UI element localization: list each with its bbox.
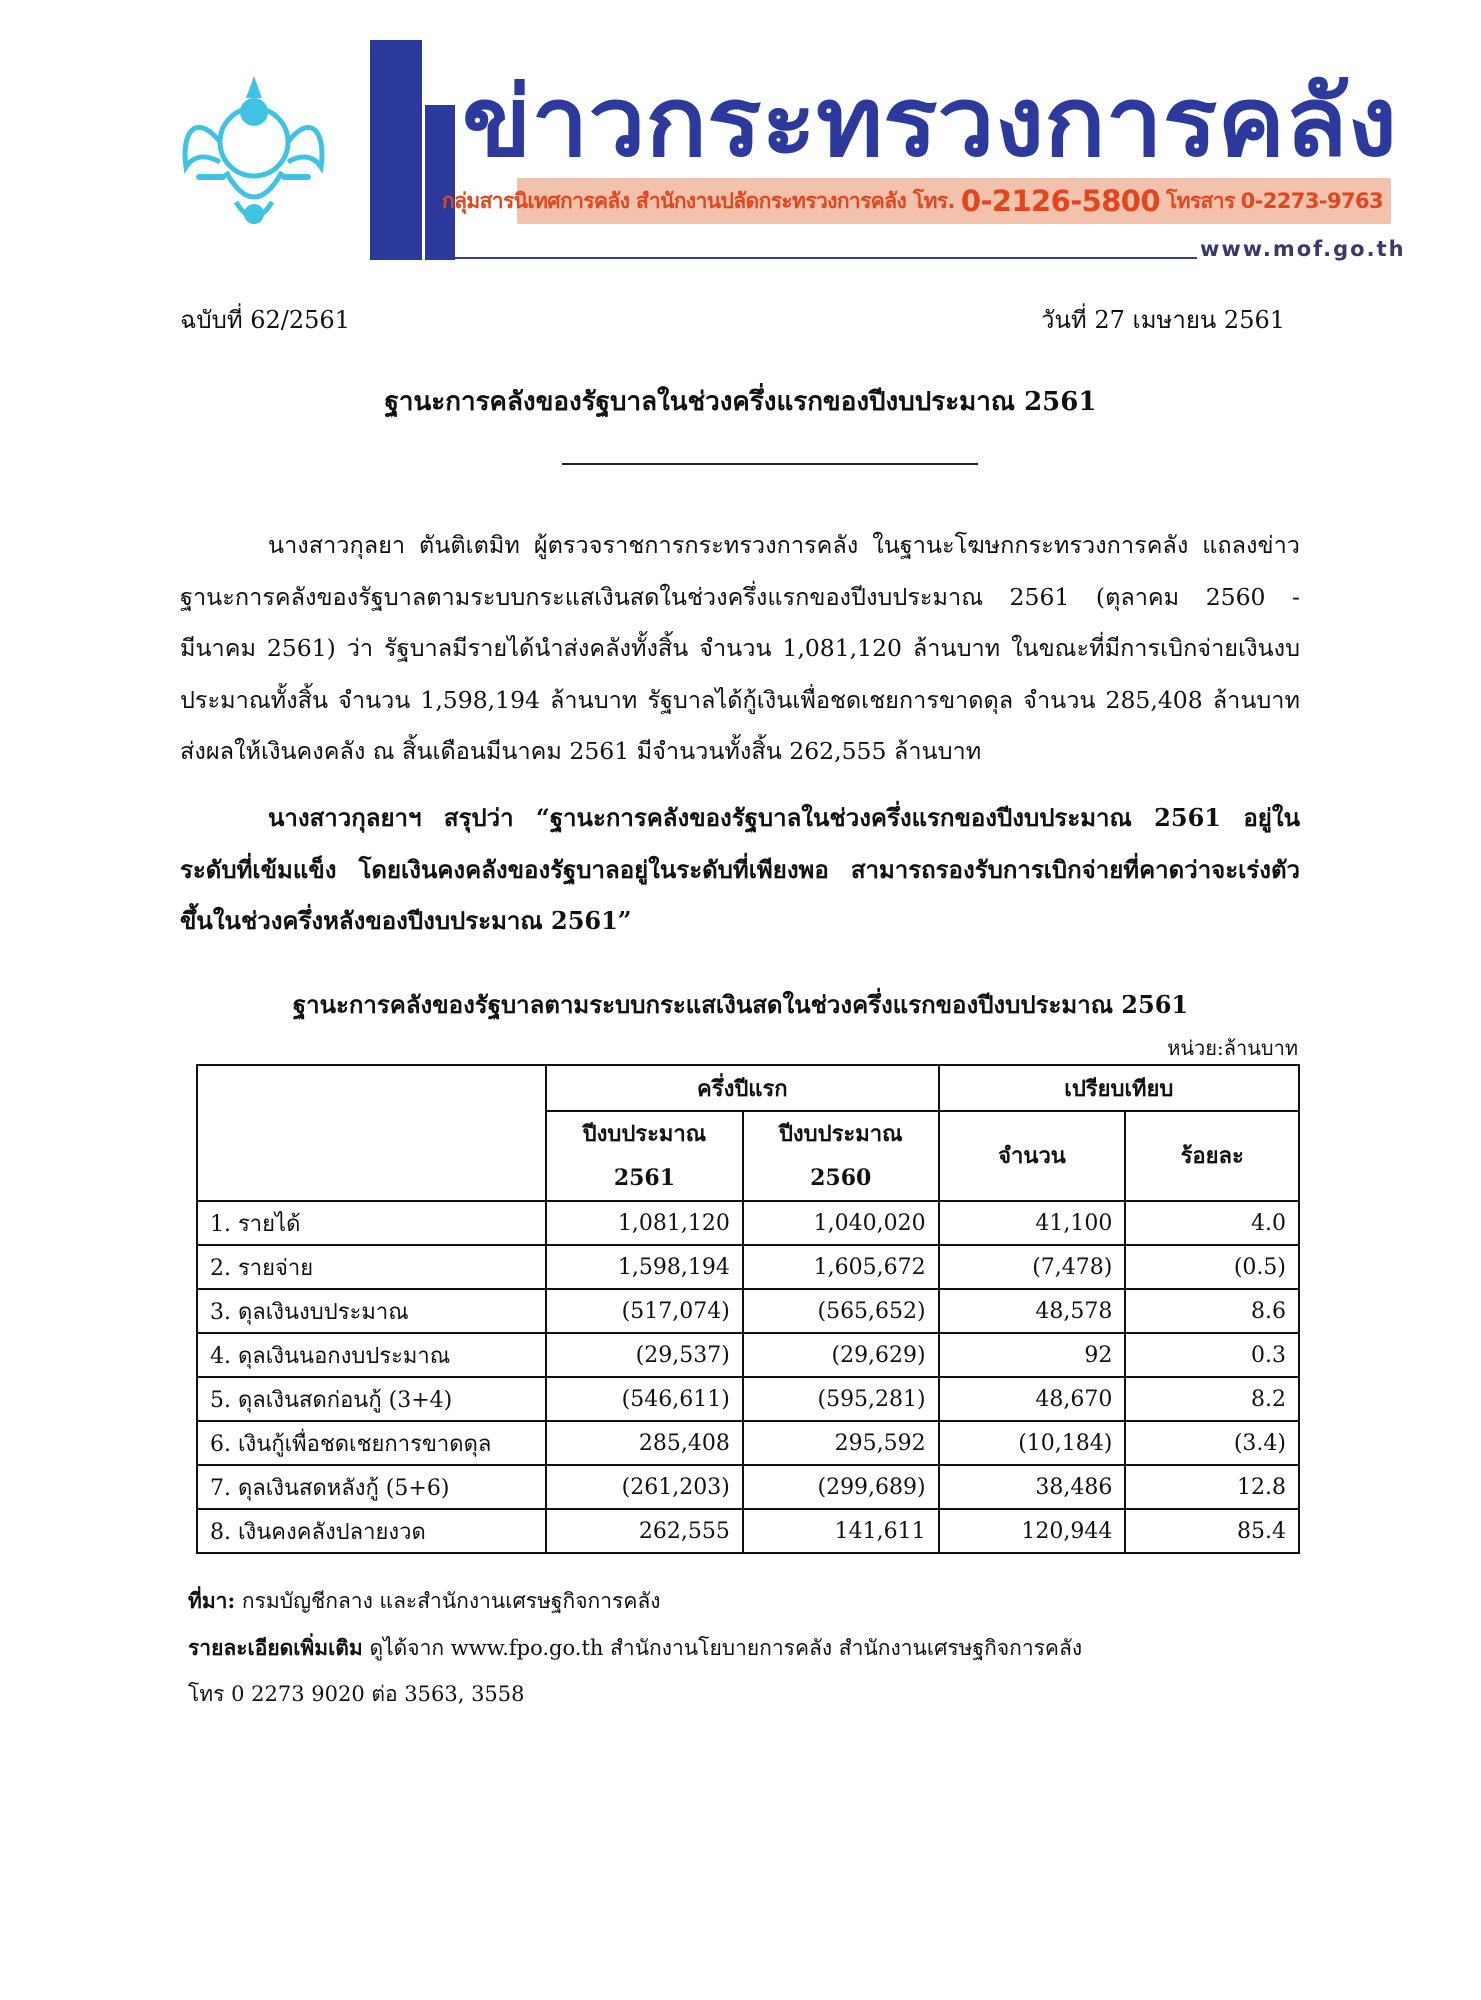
table-row (197, 1377, 1299, 1421)
header-first-half: ครึ่งปีแรก (546, 1065, 939, 1111)
row-label: 6. เงินกู้เพื่อชดเชยการขาดดุล (197, 1421, 546, 1465)
cell-fy2560: (29,629) (743, 1333, 939, 1377)
header-blank (197, 1065, 546, 1201)
header-divider (455, 257, 1197, 259)
summary-quote: นางสาวกุลยาฯ สรุปว่า “ฐานะการคลังของรัฐบาลในช่วงครึ่งแรกของปีงบประมาณ 2561 อยู่ในระดับที่เข้มแข็ง โดยเงินคงคลังของรัฐบาลอยู่ในระดับที่เพียงพอ สามารถรองรับการเบิกจ่ายที่คาดว่าจะเร่งตัวขึ้นในช่วงครึ่งหลังของปีงบประมาณ 2561” (180, 803, 1300, 935)
row-label: 8. เงินคงคลังปลายงวด (197, 1509, 546, 1553)
cell-fy2560: (595,281) (743, 1377, 939, 1421)
cell-percent: 8.6 (1125, 1289, 1299, 1333)
cell-fy2560: 1,040,020 (743, 1201, 939, 1245)
fax-label: โทรสาร (1165, 188, 1235, 213)
cell-amount: 41,100 (939, 1201, 1126, 1245)
cell-percent: 0.3 (1125, 1333, 1299, 1377)
cell-fy2561: 262,555 (546, 1509, 743, 1553)
cell-fy2561: (546,611) (546, 1377, 743, 1421)
header-fy2560-line1: ปีงบประมาณ (778, 1121, 903, 1147)
cell-fy2560: (565,652) (743, 1289, 939, 1333)
cell-fy2560: 1,605,672 (743, 1245, 939, 1289)
header-amount: จำนวน (939, 1111, 1126, 1201)
details-label: รายละเอียดเพิ่มเติม (188, 1635, 363, 1660)
source-label: ที่มา: (188, 1588, 236, 1613)
page-title: ฐานะการคลังของรัฐบาลในช่วงครึ่งแรกของปีงบประมาณ 2561 (384, 387, 1097, 417)
brand-title-text: ข่าวกระทรวงการคลัง (462, 66, 1397, 178)
row-label: 2. รายจ่าย (197, 1245, 546, 1289)
table-row (197, 1421, 1299, 1465)
cell-fy2561: (29,537) (546, 1333, 743, 1377)
cell-fy2560: 295,592 (743, 1421, 939, 1465)
header-percent: ร้อยละ (1125, 1111, 1299, 1201)
cell-fy2561: 1,081,120 (546, 1201, 743, 1245)
phone-note: โทร 0 2273 9020 ต่อ 3563, 3558 (188, 1682, 525, 1706)
table-unit: หน่วย:ล้านบาท (1167, 1036, 1298, 1060)
website-link[interactable]: www.mof.go.th (1200, 237, 1406, 261)
header-fy2560-line2: 2560 (810, 1165, 872, 1191)
table-title: ฐานะการคลังของรัฐบาลตามระบบกระแสเงินสดในช่วงครึ่งแรกของปีงบประมาณ 2561 (292, 990, 1189, 1019)
table-row (197, 1509, 1299, 1553)
cell-amount: 48,670 (939, 1377, 1126, 1421)
contact-bar (441, 178, 1391, 224)
cell-percent: (0.5) (1125, 1245, 1299, 1289)
header-fy2560 (743, 1111, 939, 1201)
fiscal-table (196, 1064, 1300, 1554)
title-underline (562, 463, 978, 465)
table-row (197, 1333, 1299, 1377)
row-label: 5. ดุลเงินสดก่อนกู้ (3+4) (197, 1377, 546, 1421)
cell-amount: 38,486 (939, 1465, 1126, 1509)
cell-fy2560: 141,611 (743, 1509, 939, 1553)
cell-fy2561: 285,408 (546, 1421, 743, 1465)
table-row (197, 1245, 1299, 1289)
brand-title (370, 40, 1400, 300)
row-label: 1. รายได้ (197, 1201, 546, 1245)
source-note (188, 1585, 660, 1618)
garuda-emblem-icon (176, 72, 331, 237)
cell-amount: (10,184) (939, 1421, 1126, 1465)
table-row (197, 1289, 1299, 1333)
cell-fy2561: (261,203) (546, 1465, 743, 1509)
cell-amount: 120,944 (939, 1509, 1126, 1553)
table-row (197, 1465, 1299, 1509)
details-note (188, 1632, 1082, 1665)
header-fy2561-line2: 2561 (613, 1165, 676, 1191)
row-label: 4. ดุลเงินนอกงบประมาณ (197, 1333, 546, 1377)
issue-number: ฉบับที่ 62/2561 (180, 306, 350, 334)
cell-fy2561: (517,074) (546, 1289, 743, 1333)
cell-fy2560: (299,689) (743, 1465, 939, 1509)
body-paragraph: นางสาวกุลยา ตันติเตมิท ผู้ตรวจราชการกระทรวงการคลัง ในฐานะโฆษกกระทรวงการคลัง แถลงข่าวฐานะการคลังของรัฐบาลตามระบบกระแสเงินสดในช่วงครึ่งแรกของปีงบประมาณ 2561 (ตุลาคม 2560 - มีนาคม 2561) ว่า รัฐบาลมีรายได้นำส่งคลังทั้งสิ้น จำนวน 1,081,120 ล้านบาท ในขณะที่มีการเบิกจ่ายเงินงบประมาณทั้งสิ้น จำนวน 1,598,194 ล้านบาท รัฐบาลได้กู้เงินเพื่อชดเชยการขาดดุล จำนวน 285,408 ล้านบาท ส่งผลให้เงินคงคลัง ณ สิ้นเดือนมีนาคม 2561 มีจำนวนทั้งสิ้น 262,555 ล้านบาท (180, 531, 1300, 765)
cell-amount: (7,478) (939, 1245, 1126, 1289)
cell-percent: 12.8 (1125, 1465, 1299, 1509)
contact-prefix: กลุ่มสารนิเทศการคลัง สำนักงานปลัดกระทรวงการคลัง โทร. (441, 188, 955, 213)
row-label: 3. ดุลเงินงบประมาณ (197, 1289, 546, 1333)
table-row (197, 1201, 1299, 1245)
source-text: กรมบัญชีกลาง และสำนักงานเศรษฐกิจการคลัง (235, 1589, 661, 1613)
phone-number: 0-2126-5800 (960, 184, 1160, 218)
details-text: ดูได้จาก www.fpo.go.th สำนักงานโยบายการคลัง สำนักงานเศรษฐกิจการคลัง (362, 1636, 1083, 1660)
fax-number: 0-2273-9763 (1240, 189, 1383, 213)
cell-percent: 4.0 (1125, 1201, 1299, 1245)
issue-date: วันที่ 27 เมษายน 2561 (1041, 306, 1285, 334)
cell-amount: 92 (939, 1333, 1126, 1377)
cell-percent: 85.4 (1125, 1509, 1299, 1553)
cell-amount: 48,578 (939, 1289, 1126, 1333)
cell-percent: (3.4) (1125, 1421, 1299, 1465)
header-compare: เปรียบเทียบ (939, 1065, 1299, 1111)
cell-fy2561: 1,598,194 (546, 1245, 743, 1289)
cell-percent: 8.2 (1125, 1377, 1299, 1421)
header-fy2561-line1: ปีงบประมาณ (582, 1121, 707, 1147)
header-fy2561 (546, 1111, 743, 1201)
row-label: 7. ดุลเงินสดหลังกู้ (5+6) (197, 1465, 546, 1509)
